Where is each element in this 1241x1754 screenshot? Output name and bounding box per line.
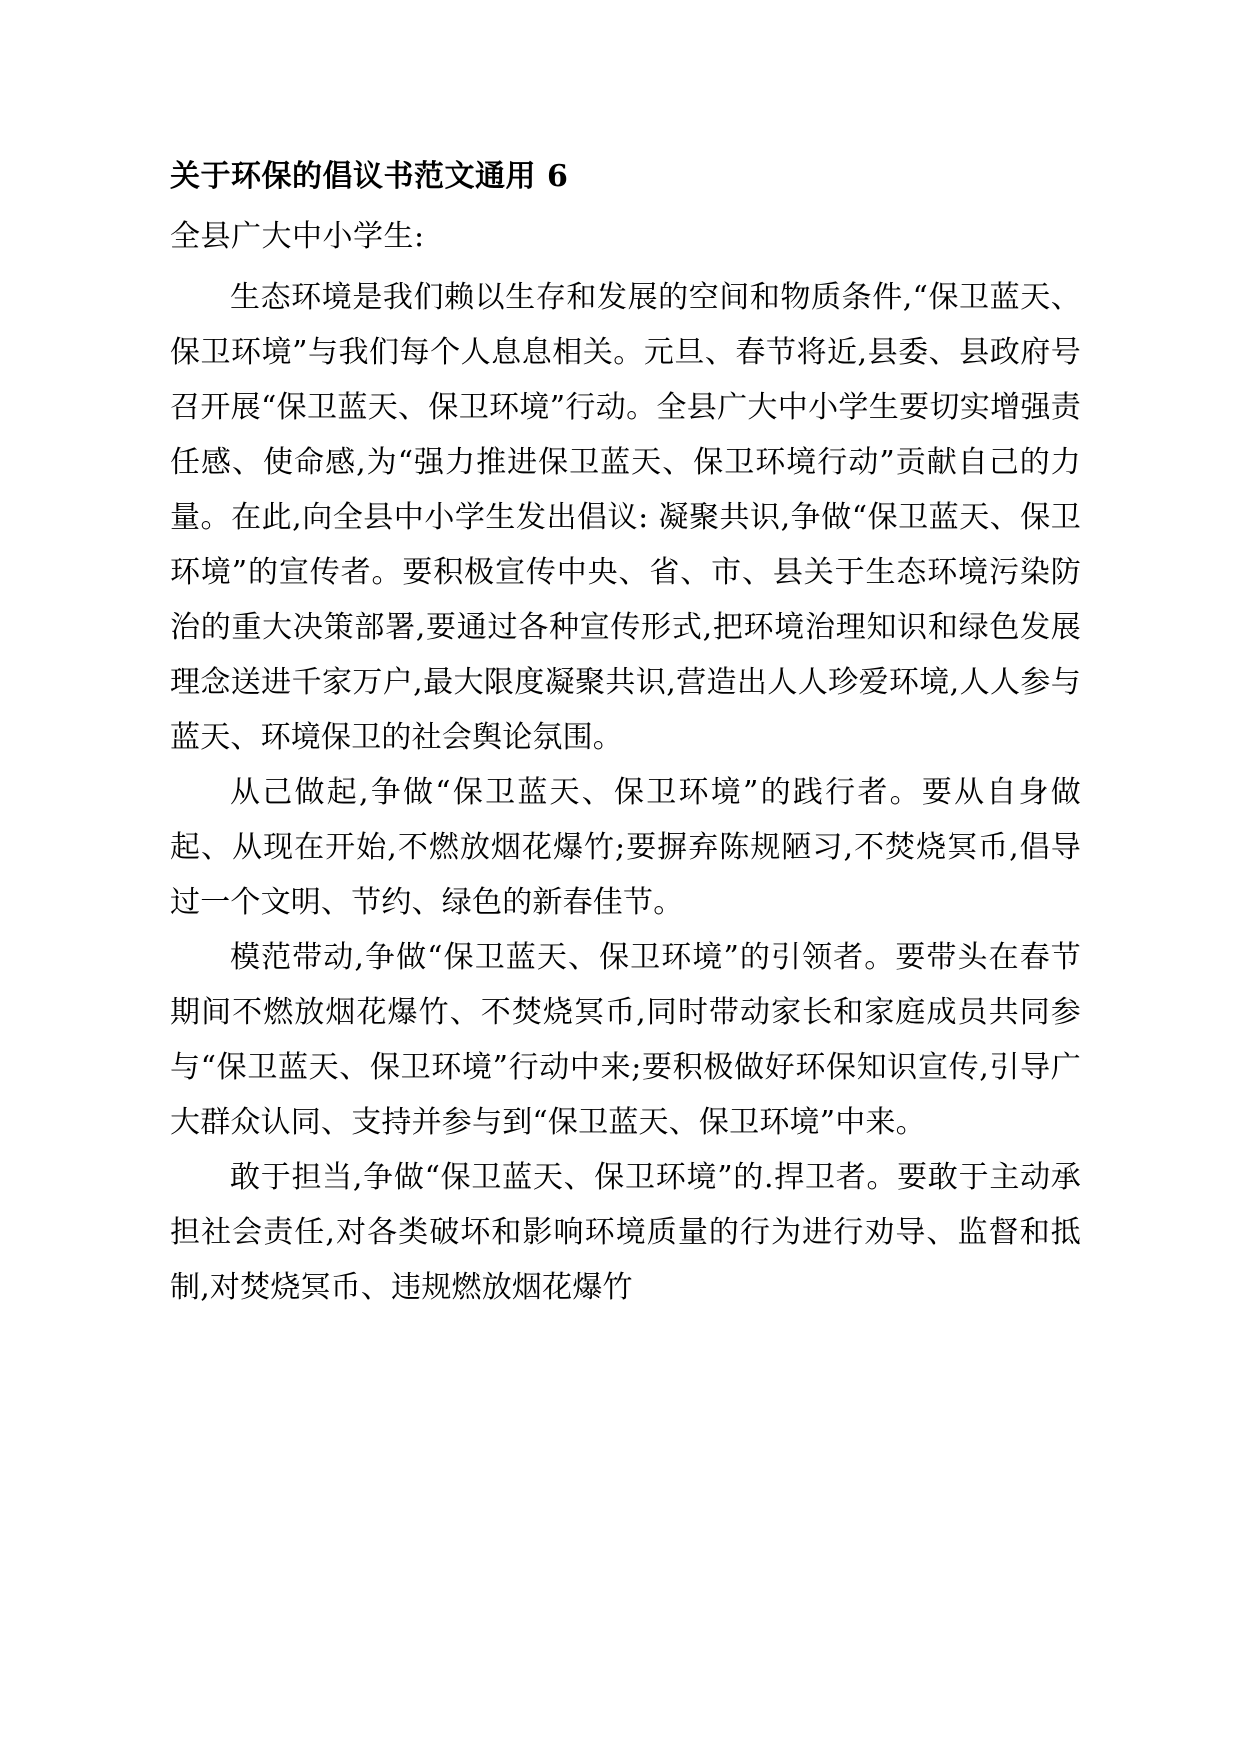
salutation-line: 全县广大中小学生:: [170, 219, 425, 254]
body-paragraph-3: 模范带动,争做“保卫蓝天、保卫环境”的引领者。要带头在春节期间不燃放烟花爆竹、不焚烧冥币,同时带动家长和家庭成员共同参与“保卫蓝天、保卫环境”行动中来;要积极做好环保知识宣传,引导广大群众认同、支持并参与到“保卫蓝天、保卫环境”中来。: [170, 940, 1081, 1140]
body-paragraph-2: 从己做起,争做“保卫蓝天、保卫环境”的践行者。要从自身做起、从现在开始,不燃放烟花爆竹;要摒弃陈规陋习,不焚烧冥币,倡导过一个文明、节约、绿色的新春佳节。: [170, 775, 1081, 920]
page-title: 关于环保的倡议书范文通用 6: [170, 159, 569, 194]
body-paragraph-4: 敢于担当,争做“保卫蓝天、保卫环境”的.捍卫者。要敢于主动承担社会责任,对各类破坏和影响环境质量的行为进行劝导、监督和抵制,对焚烧冥币、违规燃放烟花爆竹: [170, 1160, 1081, 1305]
body-paragraph-1: 生态环境是我们赖以生存和发展的空间和物质条件,“保卫蓝天、保卫环境”与我们每个人息息相关。元旦、春节将近,县委、县政府号召开展“保卫蓝天、保卫环境”行动。全县广大中小学生要切实增强责任感、使命感,为“强力推进保卫蓝天、保卫环境行动”贡献自己的力量。在此,向全县中小学生发出倡议: 凝聚共识,争做“保卫蓝天、保卫环境”的宣传者。要积极宣传中央、省、市、县关于生态环境污染防治的重大决策部署,要通过各种宣传形式,把环境治理知识和绿色发展理念送进千家万户,最大限度凝聚共识,营造出人人珍爱环境,人人参与蓝天、环境保卫的社会舆论氛围。: [170, 280, 1081, 755]
